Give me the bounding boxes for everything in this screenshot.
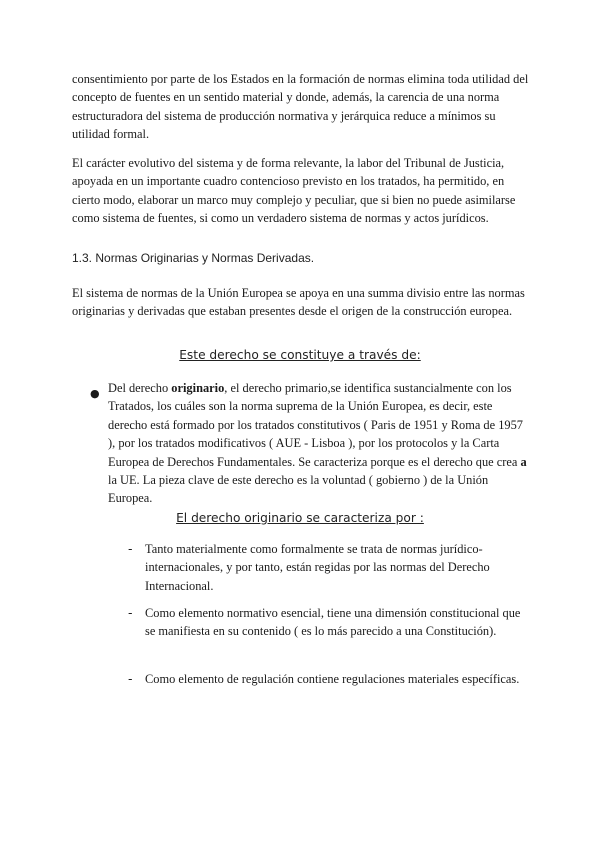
dash-marker-2: - [128, 605, 133, 620]
paragraph-evolutionary-character: El carácter evolutivo del sistema y de forma relevante, la labor del Tribunal de Justicia, apoyada en un importante cuadro contencioso previsto en los tratados, ha permitido, en cierto modo, elaborar un marco muy complejo y peculiar, que si bien no puede asimilarse como sistema de fuentes, si como un verdadero sistema de normas y actos jurídicos. [72, 156, 516, 226]
bullet-marker: ● [90, 387, 100, 400]
bullet-text-part3: la UE. La pieza clave de este derecho es la voluntad ( gobierno ) de la Unión Europea. [108, 473, 489, 506]
dash-item-1: Tanto materialmente como formalmente se trata de normas jurídico-internacionales, y por tanto, están regidas por las normas del Derecho Internacional. [145, 542, 490, 593]
dash-item-2: Como elemento normativo esencial, tiene una dimensión constitucional que se manifiesta en su contenido ( es lo más parecido a una Constitución). [145, 606, 521, 639]
paragraph-intro-continuation: consentimiento por parte de los Estados en la formación de normas elimina toda utilidad del concepto de fuentes en un sentido material y donde, además, la carencia de una norma estructuradora del sistema de producción normativa y jerárquica reduce a mínimos su utilidad formal. [72, 72, 529, 142]
subtitle-constitution: Este derecho se constituye a través de: [179, 348, 421, 362]
subtitle-characteristics: El derecho originario se caracteriza por : [176, 511, 424, 525]
bullet-bold-originario: originario [171, 381, 225, 395]
bullet-bold-a: a [520, 454, 527, 469]
bullet-original-law [108, 379, 532, 508]
section-heading: 1.3. Normas Originarias y Normas Derivadas. [72, 251, 315, 265]
paragraph-normative-system: El sistema de normas de la Unión Europea se apoya en una summa divisio entre las normas originarias y derivadas que estaban presentes desde el origen de la construcción europea. [72, 286, 525, 319]
dash-marker-3: - [128, 671, 133, 686]
dash-item-3: Como elemento de regulación contiene regulaciones materiales específicas. [145, 672, 520, 686]
bullet-text-part1: Del derecho [108, 381, 172, 395]
dash-marker-1: - [128, 541, 133, 556]
bullet-text-part2: , el derecho primario,se identifica sustancialmente con los Tratados, los cuáles son la norma suprema de la Unión Europea, es decir, este derecho está formado por los tratados constitutivos ( Paris de 1951 y Roma de 1957 ), por los tratados modificativos ( AUE - Lisboa ), por los protocolos y la Carta Europea de Derechos Fundamentales. Se caracteriza porque es el derecho que crea [108, 381, 524, 469]
